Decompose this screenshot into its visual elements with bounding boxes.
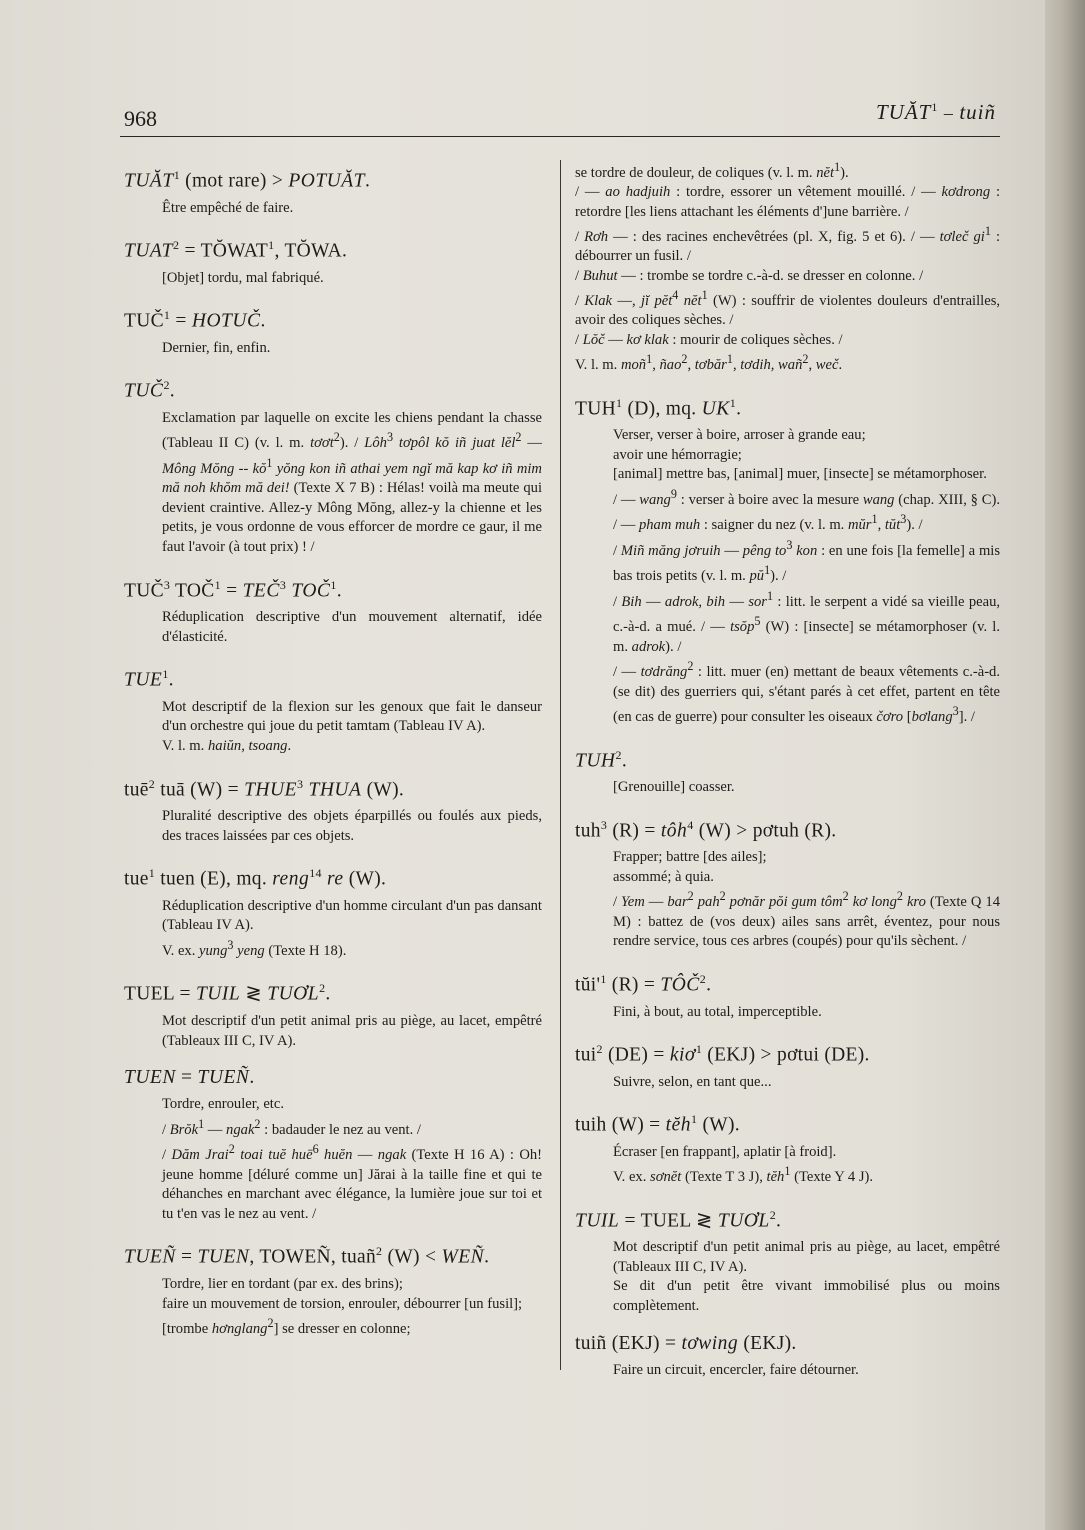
definition-line: V. l. m. haiŭn, tsoang.	[162, 738, 292, 755]
dictionary-entry	[124, 661, 542, 756]
entry-headword: TUĂT$^1$ (mot rare) > POTUĂT.	[124, 168, 371, 192]
entry-headword: $TUČ^1$ = HOTUČ.	[124, 308, 266, 332]
running-head-last: tuiñ	[959, 100, 996, 124]
entry-headword: tuh$^3$ (R) = tôh$^4$ (W) > pơtuh (R).	[575, 817, 837, 842]
definition-line: assommé; à quia.	[613, 868, 714, 885]
entry-headword: tue$^1$ tuen (E), mq. reng$^{14}$ re (W).	[124, 866, 387, 890]
dictionary-entry	[124, 1065, 542, 1224]
column-divider	[560, 160, 561, 1370]
definition-line: se tordre de douleur, de coliques (v. l. m. nĕt$^1$).	[575, 160, 849, 181]
definition-line: Réduplication descriptive d'un mouvement alternatif, idée d'élasticité.	[162, 609, 542, 645]
dictionary-entry	[575, 390, 1000, 728]
entry-definition	[613, 426, 1000, 728]
dictionary-entry	[124, 232, 542, 288]
continued-entry	[575, 158, 1000, 376]
entry-headword: $TUAT^2$ = $TŎWAT^1$, TŎWA.	[124, 238, 348, 262]
dictionary-entry	[575, 1202, 1000, 1317]
dictionary-entry	[124, 975, 542, 1051]
entry-headword: TUČ$^3$ $TOČ^1$ = $TEČ^3$ TOČ$^1$.	[124, 577, 342, 602]
dictionary-entry	[575, 1331, 1000, 1381]
entry-headword: TUIL = TUEL ≷ TUƠL$^2$.	[575, 1207, 782, 1232]
definition-line: / Lŏč — kơ klak : mourir de coliques sèches. /	[575, 331, 843, 348]
definition-line: Mot descriptif de la flexion sur les genoux que fait le danseur d'un orchestre qui joue du petit tamtam (Tableau IV A).	[162, 698, 542, 735]
definition-line: / Brŏk$^1$ — ngak$^2$ : badauder le nez au vent. /	[162, 1116, 421, 1138]
running-head	[876, 100, 996, 125]
entry-headword: tuē$^2$ tuā $(W) = THUE^3$ THUA (W).	[124, 776, 405, 801]
definition-line: Tordre, enrouler, etc.	[162, 1096, 284, 1113]
entry-definition	[613, 1361, 1000, 1381]
definition-line: / Bih — adrok, bih — sor$^1$ : litt. le serpent a vidé sa vieille peau, c.-à-d. a mué. / — tsŏp$^5$ (W) : [insecte] se métamorphoser (v. l. m. adrok). /	[613, 588, 1001, 655]
definition-line: / Dăm Jrai$^2$ toai tuĕ huē$^6$ huĕn — ngak (Texte H 16 A) : Oh! jeune homme [déluré comme un] Jărai à la taille fine et qui te déhanches en marchant avec élégance, la lumière joue sur toi et tu t'en vas le nez au vent. /	[162, 1142, 543, 1222]
definition-line: Écraser [en frappant], aplatir [à froid].	[613, 1143, 837, 1160]
definition-line: Faire un circuit, encercler, faire détourner.	[613, 1361, 859, 1378]
entry-headword: tuiñ (EKJ) = tơwing (EKJ).	[575, 1332, 797, 1354]
dictionary-entry	[575, 1106, 1000, 1188]
entry-headword: TUEL = TUIL ≷ TUƠL$^2$.	[124, 981, 331, 1005]
definition-line: Verser, verser à boire, arroser à grande eau;	[613, 427, 866, 443]
definition-line: faire un mouvement de torsion, enrouler, débourrer [un fusil];	[162, 1295, 523, 1312]
entry-definition	[162, 1275, 542, 1340]
dictionary-entry	[124, 372, 542, 557]
entry-definition	[162, 897, 542, 962]
definition-line: / — wang$^9$ : verser à boire avec la mesure wang (chap. XIII, § C). / — pham muh : saigner du nez (v. l. m. mŭr$^1$, tŭt$^3$). /	[613, 486, 1000, 534]
entry-definition	[162, 698, 542, 757]
definition-line: Frapper; battre [des ailes];	[613, 849, 767, 866]
entry-definition	[613, 1073, 1000, 1093]
entry-definition	[162, 339, 542, 359]
dictionary-entry	[124, 1238, 542, 1339]
page-header	[120, 92, 1000, 137]
running-head-separator: –	[938, 103, 960, 123]
definition-line: avoir une hémorragie;	[613, 446, 742, 463]
running-head-sup: 1	[931, 100, 939, 114]
dictionary-entry	[124, 162, 542, 218]
definition-line: Exclamation par laquelle on excite les chiens pendant la chasse (Tableau II C) (v. l. m. tơơt$^2$). / Lôh$^3$ tơpôl kŏ iñ juat lĕl$^2$ — Mông Mŏng -- $kŏ^1$ yŏng kon iñ athai yem ngĭ mă kap kơ iñ mim mă noh khŏm mă dei! (Texte X 7 B) : Hélas! voilà ma meute qui devient craintive. Allez-y Mông Mŏng, allez-y la chienne et les petits, je vous ordonne de vous efforcer de mordre ce gaur, il me faut l'avoir (à tout prix) ! /	[162, 409, 542, 556]
definition-line: Être empêché de faire.	[162, 199, 294, 216]
entry-headword: tui$^2$ (DE) = kiơ$^1$ (EKJ) > pơtui (DE).	[575, 1042, 870, 1066]
definition-line: Pluralité descriptive des objets éparpillés ou foulés aux pieds, des traces laissées par ces objets.	[162, 808, 542, 844]
definition-line: Mot descriptif d'un petit animal pris au piège, au lacet, empêtré (Tableaux III C, IV A).	[613, 1239, 1000, 1275]
dictionary-entry	[124, 860, 542, 961]
entry-headword: tuih (W) = tĕh$^1$ (W).	[575, 1112, 740, 1136]
definition-line: Suivre, selon, en tant que...	[613, 1073, 772, 1090]
entry-definition	[613, 778, 1000, 798]
entry-headword: TUH$^1$ (D), mq. $UK^1$.	[575, 395, 742, 419]
definition-line: [Objet] tordu, mal fabriqué.	[162, 269, 324, 286]
dictionary-entry	[575, 742, 1000, 798]
entry-definition	[162, 199, 542, 219]
entry-headword: TUEÑ = TUEN, TOWEÑ, tuañ$^2$ (W) < WEÑ.	[124, 1244, 490, 1268]
dictionary-entry	[575, 1036, 1000, 1092]
definition-line: Dernier, fin, enfin.	[162, 339, 271, 356]
entry-definition	[613, 1143, 1000, 1188]
entry-definition	[162, 269, 542, 289]
entry-definition	[162, 807, 542, 846]
definition-line: Tordre, lier en tordant (par ex. des brins);	[162, 1275, 403, 1292]
entry-definition	[162, 1012, 542, 1051]
dictionary-entry	[124, 572, 542, 648]
definition-line: [trombe hơnglang$^2$] se dresser en colonne;	[162, 1316, 411, 1337]
entry-headword: TUČ$^2$.	[124, 378, 175, 402]
definition-line: V. ex. sơnĕt (Texte T 3 J), tĕh$^1$ (Texte Y 4 J).	[613, 1164, 874, 1186]
definition-line: Fini, à bout, au total, imperceptible.	[613, 1003, 822, 1020]
entry-definition	[162, 608, 542, 647]
page-number: 968	[124, 106, 157, 131]
definition-line: Se dit d'un petit être vivant immobilisé plus ou moins complètement.	[613, 1278, 1000, 1315]
definition-line: Mot descriptif d'un petit animal pris au piège, au lacet, empêtré (Tableaux III C, IV A).	[162, 1012, 542, 1049]
entry-headword: TUE$^1$.	[124, 667, 174, 691]
running-head-word: TUĂT	[875, 100, 932, 124]
definition-line: / Yem — bar$^2$ pah$^2$ pơnăr pŏi gum tôm$^2$ kơ long$^2$ kro (Texte Q 14 M) : battez de (vos deux) ailes sans arrêt, éventez, pour nous rendre service, tous ces arbres (coupés) pour qu'ils sèchent. /	[613, 889, 1000, 950]
definition-line: [Grenouille] coasser.	[613, 779, 735, 796]
dictionary-entry	[124, 771, 542, 847]
left-column	[124, 162, 542, 1354]
entry-headword: TUEN = TUEÑ.	[124, 1067, 255, 1089]
definition-line: / Buhut — : trombe se tordre c.-à-d. se dresser en colonne. /	[575, 267, 924, 284]
right-column	[575, 158, 1000, 1394]
definition-line: / Miñ măng jơruih — pêng $to^3$ kon : en une fois [la femelle] a mis bas trois petits (v. l. m. $pŭ^1$). /	[613, 537, 1001, 584]
definition-line: / — ao hadjuih : tordre, essorer un vêtement mouillé. / — kơdrong : retordre [les liens attachant les éléments d']une barrière. /	[575, 184, 1000, 220]
right-entries	[575, 390, 1000, 1381]
entry-headword: TUH$^2$.	[575, 747, 628, 772]
definition-line: / Klak —, jĭ pĕt$^4$ nĕt$^1$ (W) : souffrir de violentes douleurs d'entrailles, avoir des coliques sèches. /	[575, 288, 1001, 329]
entry-definition	[613, 1238, 1000, 1316]
book-spine	[1045, 0, 1085, 1530]
definition-line: / — tơdrăng$^2$ : litt. muer (en) mettant de beaux vêtements c.-à-d. (se dit) des guerriers qui, s'étant parés à cet effet, partent en tête (en cas de guerre) pour consulter les oiseaux čơro [bơlang$^3$]. /	[613, 659, 1000, 725]
entry-definition	[613, 1003, 1000, 1023]
dictionary-entry	[124, 302, 542, 358]
definition-line: Réduplication descriptive d'un homme circulant d'un pas dansant (Tableau IV A).	[162, 897, 542, 934]
entry-definition	[162, 409, 542, 558]
definition-line: / Rơh — : des racines enchevêtrées (pl. X, fig. 5 et 6). / — tơleč $gi^1$ : débourrer un fusil. /	[575, 224, 1000, 265]
entry-definition	[162, 1095, 542, 1224]
entry-headword: $tŭi'^1$ $(R) = TÔČ^2$.	[575, 972, 712, 996]
definition-line: V. ex. yung$^3$ yeng (Texte H 18).	[162, 938, 347, 959]
dictionary-entry	[575, 966, 1000, 1022]
definition-line: V. l. m. moñ$^1$, ñao$^2$, tơbăr$^1$, tơdih, wañ$^2$, weč.	[575, 352, 843, 374]
entry-definition	[613, 848, 1000, 952]
definition-line: [animal] mettre bas, [animal] muer, [insecte] se métamorphoser.	[613, 466, 987, 483]
dictionary-entry	[575, 812, 1000, 952]
